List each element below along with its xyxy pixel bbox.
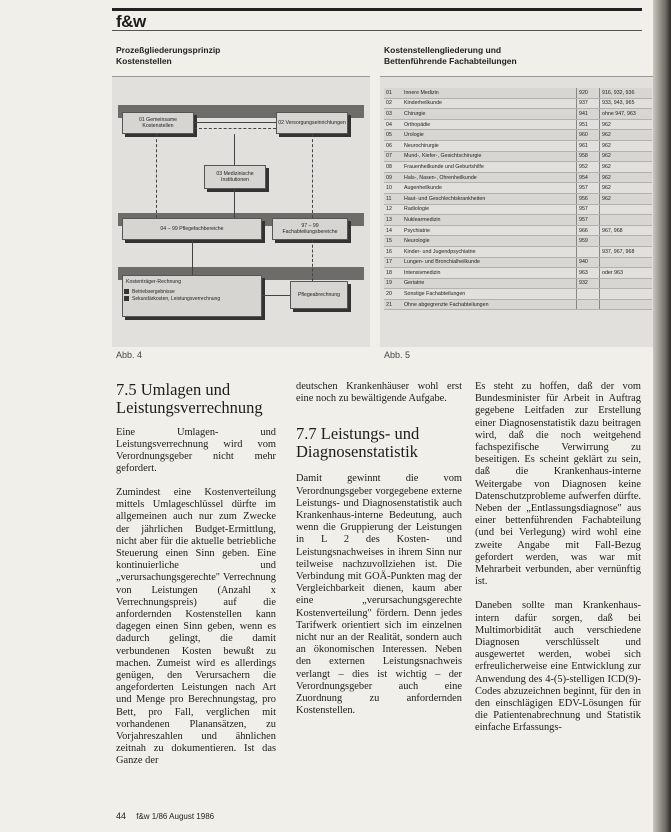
table-row (384, 140, 652, 151)
table-row (384, 172, 652, 183)
code-details: oder 963 (600, 268, 653, 279)
connector-line (234, 189, 235, 218)
cost-code: 932 (577, 278, 600, 289)
cost-code: 957 (577, 183, 600, 194)
department-name: Neurochirurgie (402, 140, 577, 151)
row-number: 09 (384, 172, 402, 183)
diagram-node-03: 03 Medizinische Institutionen (204, 165, 266, 189)
department-name: Intensivmedizin (402, 268, 577, 279)
cost-center-table (384, 88, 652, 310)
table-row (384, 193, 652, 204)
header-rule-thin (112, 30, 642, 31)
table-row (384, 162, 652, 173)
row-number: 13 (384, 215, 402, 226)
cost-code: 957 (577, 215, 600, 226)
diagram-legend: Betriebsergebnisse Sekundärkosten, Leistungsverrechnung (124, 289, 220, 303)
table-row (384, 257, 652, 268)
table-row (384, 299, 652, 310)
footer-source: f&w 1/86 August 1986 (136, 812, 215, 821)
row-number: 20 (384, 289, 402, 300)
cost-code: 937 (577, 98, 600, 109)
table-row (384, 119, 652, 130)
paragraph: Daneben sollte man Krankenhaus-intern dafür sorgen, daß bei Multimorbidität auch verschiedene Diagnosen verschlüsselt und ausgewertet werden, wobei sich erfreulicherweise eine Entwicklung zur Anwendung des 4-(5)-stelligen ICD(9)-Codes abzuzeichnen beginnt, für den in den einschlägigen EDV-Lösungen für die Patientenabrechnung und Statistik einfache Erfassungs- (475, 600, 641, 734)
department-name: Kinder- und Jugendpsychiatrie (402, 246, 577, 257)
code-details: 962 (600, 119, 653, 130)
department-name: Psychiatrie (402, 225, 577, 236)
row-number: 15 (384, 236, 402, 247)
table-row (384, 268, 652, 279)
cost-code: 952 (577, 162, 600, 173)
table-row (384, 151, 652, 162)
header-rule (112, 8, 642, 11)
section-lead: Eine Umlagen- und Leistungsverrechnung wird vom Verordnungsgeber nicht mehr gefordert. (116, 427, 276, 474)
section-heading-7-7: 7.7 Leistungs- und Diagnosenstatistik (296, 424, 420, 462)
department-name: Innere Medizin (402, 88, 577, 98)
connector-line (312, 134, 313, 218)
cost-code: 966 (577, 225, 600, 236)
department-name: Orthopädie (402, 119, 577, 130)
department-name: Hals-, Nasen-, Ohrenheilkunde (402, 172, 577, 183)
department-name: Mund-, Kiefer-, Gesichtschirurgie (402, 151, 577, 162)
department-name: Chirurgie (402, 109, 577, 120)
page-footer (116, 811, 214, 821)
cost-code: 958 (577, 151, 600, 162)
code-details (600, 299, 653, 310)
figure4-diagram (112, 76, 370, 347)
table-row (384, 278, 652, 289)
cost-code: 951 (577, 119, 600, 130)
code-details: 916, 932, 936 (600, 88, 653, 98)
table-row (384, 98, 652, 109)
page-number: 44 (116, 811, 127, 821)
paragraph: Zumindest eine Kostenverteilung mittels Umlageschlüssel dürfte im allgemeinen auch nur zum Zwecke der jährlichen Budget-Ermittlung, nicht aber für die aktuelle betriebliche Steuerung einen Sinn geben. Eine kontinuierliche und „verursachungsgerechte" Verrechnung von Leistungen (Anzahl x Verrechnungspreis) auf die anfordernden Kostenstellen kann dagegen einen Sinn geben, wenn es dadurch gelingt, die damit verbundenen Kosten bewußt zu machen. Zumeist wird es allerdings genügen, den Verursachern die angeforderten Leistungen nach Art und Menge pro Berechnungstag, pro Bett, pro Fall, verglichen mit vorhandenen Planansätzen, zu Vorjahreszahlen und ähnlichen zeitnah zu dokumentieren. Ist das Ganze der (116, 487, 276, 767)
department-name: Sonstige Fachabteilungen (402, 289, 577, 300)
table-row (384, 88, 652, 98)
figure4-label: Abb. 4 (116, 350, 143, 360)
diagram-node-02: 02 Versorgungseinrichtungen (276, 112, 348, 134)
cost-code: 959 (577, 236, 600, 247)
code-details: 962 (600, 162, 653, 173)
department-name: Frauenheilkunde und Geburtshilfe (402, 162, 577, 173)
connector-line (156, 134, 157, 218)
table-row (384, 130, 652, 141)
figure4-caption: Prozeßgliederungsprinzip Kostenstellen (116, 45, 221, 66)
table-row (384, 225, 652, 236)
diagram-node-01: 01 Gemeinsame Kostenstellen (122, 112, 194, 134)
code-details: 967, 968 (600, 225, 653, 236)
code-details: 937, 967, 968 (600, 246, 653, 257)
book-spine-shadow (653, 0, 671, 832)
cost-code: 960 (577, 130, 600, 141)
cost-code (577, 299, 600, 310)
code-details (600, 236, 653, 247)
figure5-label: Abb. 5 (384, 350, 411, 360)
row-number: 19 (384, 278, 402, 289)
table-row (384, 183, 652, 194)
code-details (600, 289, 653, 300)
department-name: Radiologie (402, 204, 577, 215)
diagram-node-04: 04 – 99 Pflegefachbereiche (122, 218, 262, 240)
connector-line (192, 240, 193, 275)
row-number: 21 (384, 299, 402, 310)
figure5-caption: Kostenstellengliederung und Bettenführende Fachabteilungen (384, 45, 517, 66)
code-details (600, 257, 653, 268)
code-details (600, 204, 653, 215)
connector-line (234, 134, 235, 165)
table-row (384, 109, 652, 120)
cost-code: 963 (577, 268, 600, 279)
row-number: 03 (384, 109, 402, 120)
row-number: 04 (384, 119, 402, 130)
article-column-1 (116, 381, 276, 780)
row-number: 14 (384, 225, 402, 236)
table-row (384, 215, 652, 226)
code-details: 962 (600, 151, 653, 162)
row-number: 17 (384, 257, 402, 268)
table-row (384, 236, 652, 247)
connector-line (262, 295, 290, 296)
connector-line (194, 122, 276, 123)
cost-code: 920 (577, 88, 600, 98)
row-number: 12 (384, 204, 402, 215)
row-number: 16 (384, 246, 402, 257)
diagram-node-05: 97 – 99 Fachabteilungsbereiche (272, 218, 348, 240)
row-number: 01 (384, 88, 402, 98)
row-number: 05 (384, 130, 402, 141)
cost-code: 941 (577, 109, 600, 120)
department-name: Lungen- und Bronchialheilkunde (402, 257, 577, 268)
department-name: Urologie (402, 130, 577, 141)
code-details: 933, 943, 965 (600, 98, 653, 109)
cost-code (577, 289, 600, 300)
row-number: 02 (384, 98, 402, 109)
code-details: 962 (600, 130, 653, 141)
row-number: 07 (384, 151, 402, 162)
department-name: Nuklearmedizin (402, 215, 577, 226)
table-row (384, 204, 652, 215)
department-name: Kinderheilkunde (402, 98, 577, 109)
cost-code: 961 (577, 140, 600, 151)
row-number: 10 (384, 183, 402, 194)
connector-line (194, 128, 276, 129)
table-row (384, 289, 652, 300)
cost-code: 957 (577, 204, 600, 215)
code-details: 962 (600, 140, 653, 151)
code-details (600, 215, 653, 226)
cost-code: 954 (577, 172, 600, 183)
row-number: 06 (384, 140, 402, 151)
department-name: Geriatrie (402, 278, 577, 289)
paragraph: Damit gewinnt die vom Verordnungsgeber vorgegebene externe Leistungs- und Diagnosenstatistik auch Krankenhaus-interne Bedeutung, auch wenn die Gruppierung der Leistungen in L 2 des Kosten- und Leistungsnachweises in ihrem Sinn nur teilweise nachzuvollziehen ist. Die Verbindung mit GOÄ-Punkten mag der Vergleichbarkeit dienen, kaum aber eine „verursachungsgerechte Kostenverteilung" fördern. Denn jedes Tarifwerk orientiert sich im einzelnen nicht nur an der Realität, sondern auch an ökonomischen Interessen. Neben den externen Leistungsnachweis verlangt – dies ist wichtig – der Verordnungsgeber auch eine Zuordnung zu anfordernden Kostenstellen. (296, 473, 462, 717)
department-name: Ohne abgegrenzte Fachabteilungen (402, 299, 577, 310)
cost-code: 940 (577, 257, 600, 268)
paragraph: Es steht zu hoffen, daß der vom Bundesminister für Arbeit in Auftrag gegebene Leitfaden zur Erstellung einer Diagnosenstatistik dazu beitragen wird, daß die noch weitgehend fachspezifische Verwirrung zu beseitigen. Es scheint geklärt zu sein, daß die Krankenhaus-interne Weitergabe von Diagnosen keine Datenschutzprobleme aufwerfen dürfte. Neben der „Entlassungsdiagnose" aus einer bettenführenden Fachabteilung (und bei Verlegung) wird wohl eine zweite Angabe mit Fall-Bezug gefordert werden, was war mit Mehrarbeit verbunden, aber vernünftig ist. (475, 381, 641, 588)
code-details (600, 278, 653, 289)
connector-line (312, 240, 313, 281)
department-name: Haut- und Geschlechtskrankheiten (402, 193, 577, 204)
diagram-node-06: Kostenträger-Rechnung Betriebsergebnisse Sekundärkosten, Leistungsverrechnung (122, 275, 262, 317)
row-number: 11 (384, 193, 402, 204)
code-details: 962 (600, 183, 653, 194)
row-number: 18 (384, 268, 402, 279)
article-column-2 (296, 381, 462, 729)
paragraph: deutschen Krankenhäuser wohl erst eine noch zu bewältigende Aufgabe. (296, 381, 462, 405)
article-column-3 (475, 381, 641, 747)
journal-logo: f&w (116, 12, 146, 31)
diagram-node-07: Pflegeabrechnung (290, 281, 348, 309)
table-row (384, 246, 652, 257)
section-heading-7-5: 7.5 Umlagen und Leistungsverrechnung (116, 380, 263, 417)
code-details: 962 (600, 193, 653, 204)
department-name: Augenheilkunde (402, 183, 577, 194)
code-details: ohne 947, 963 (600, 109, 653, 120)
cost-code: 956 (577, 193, 600, 204)
row-number: 08 (384, 162, 402, 173)
cost-code (577, 246, 600, 257)
code-details: 962 (600, 172, 653, 183)
department-name: Neurologie (402, 236, 577, 247)
